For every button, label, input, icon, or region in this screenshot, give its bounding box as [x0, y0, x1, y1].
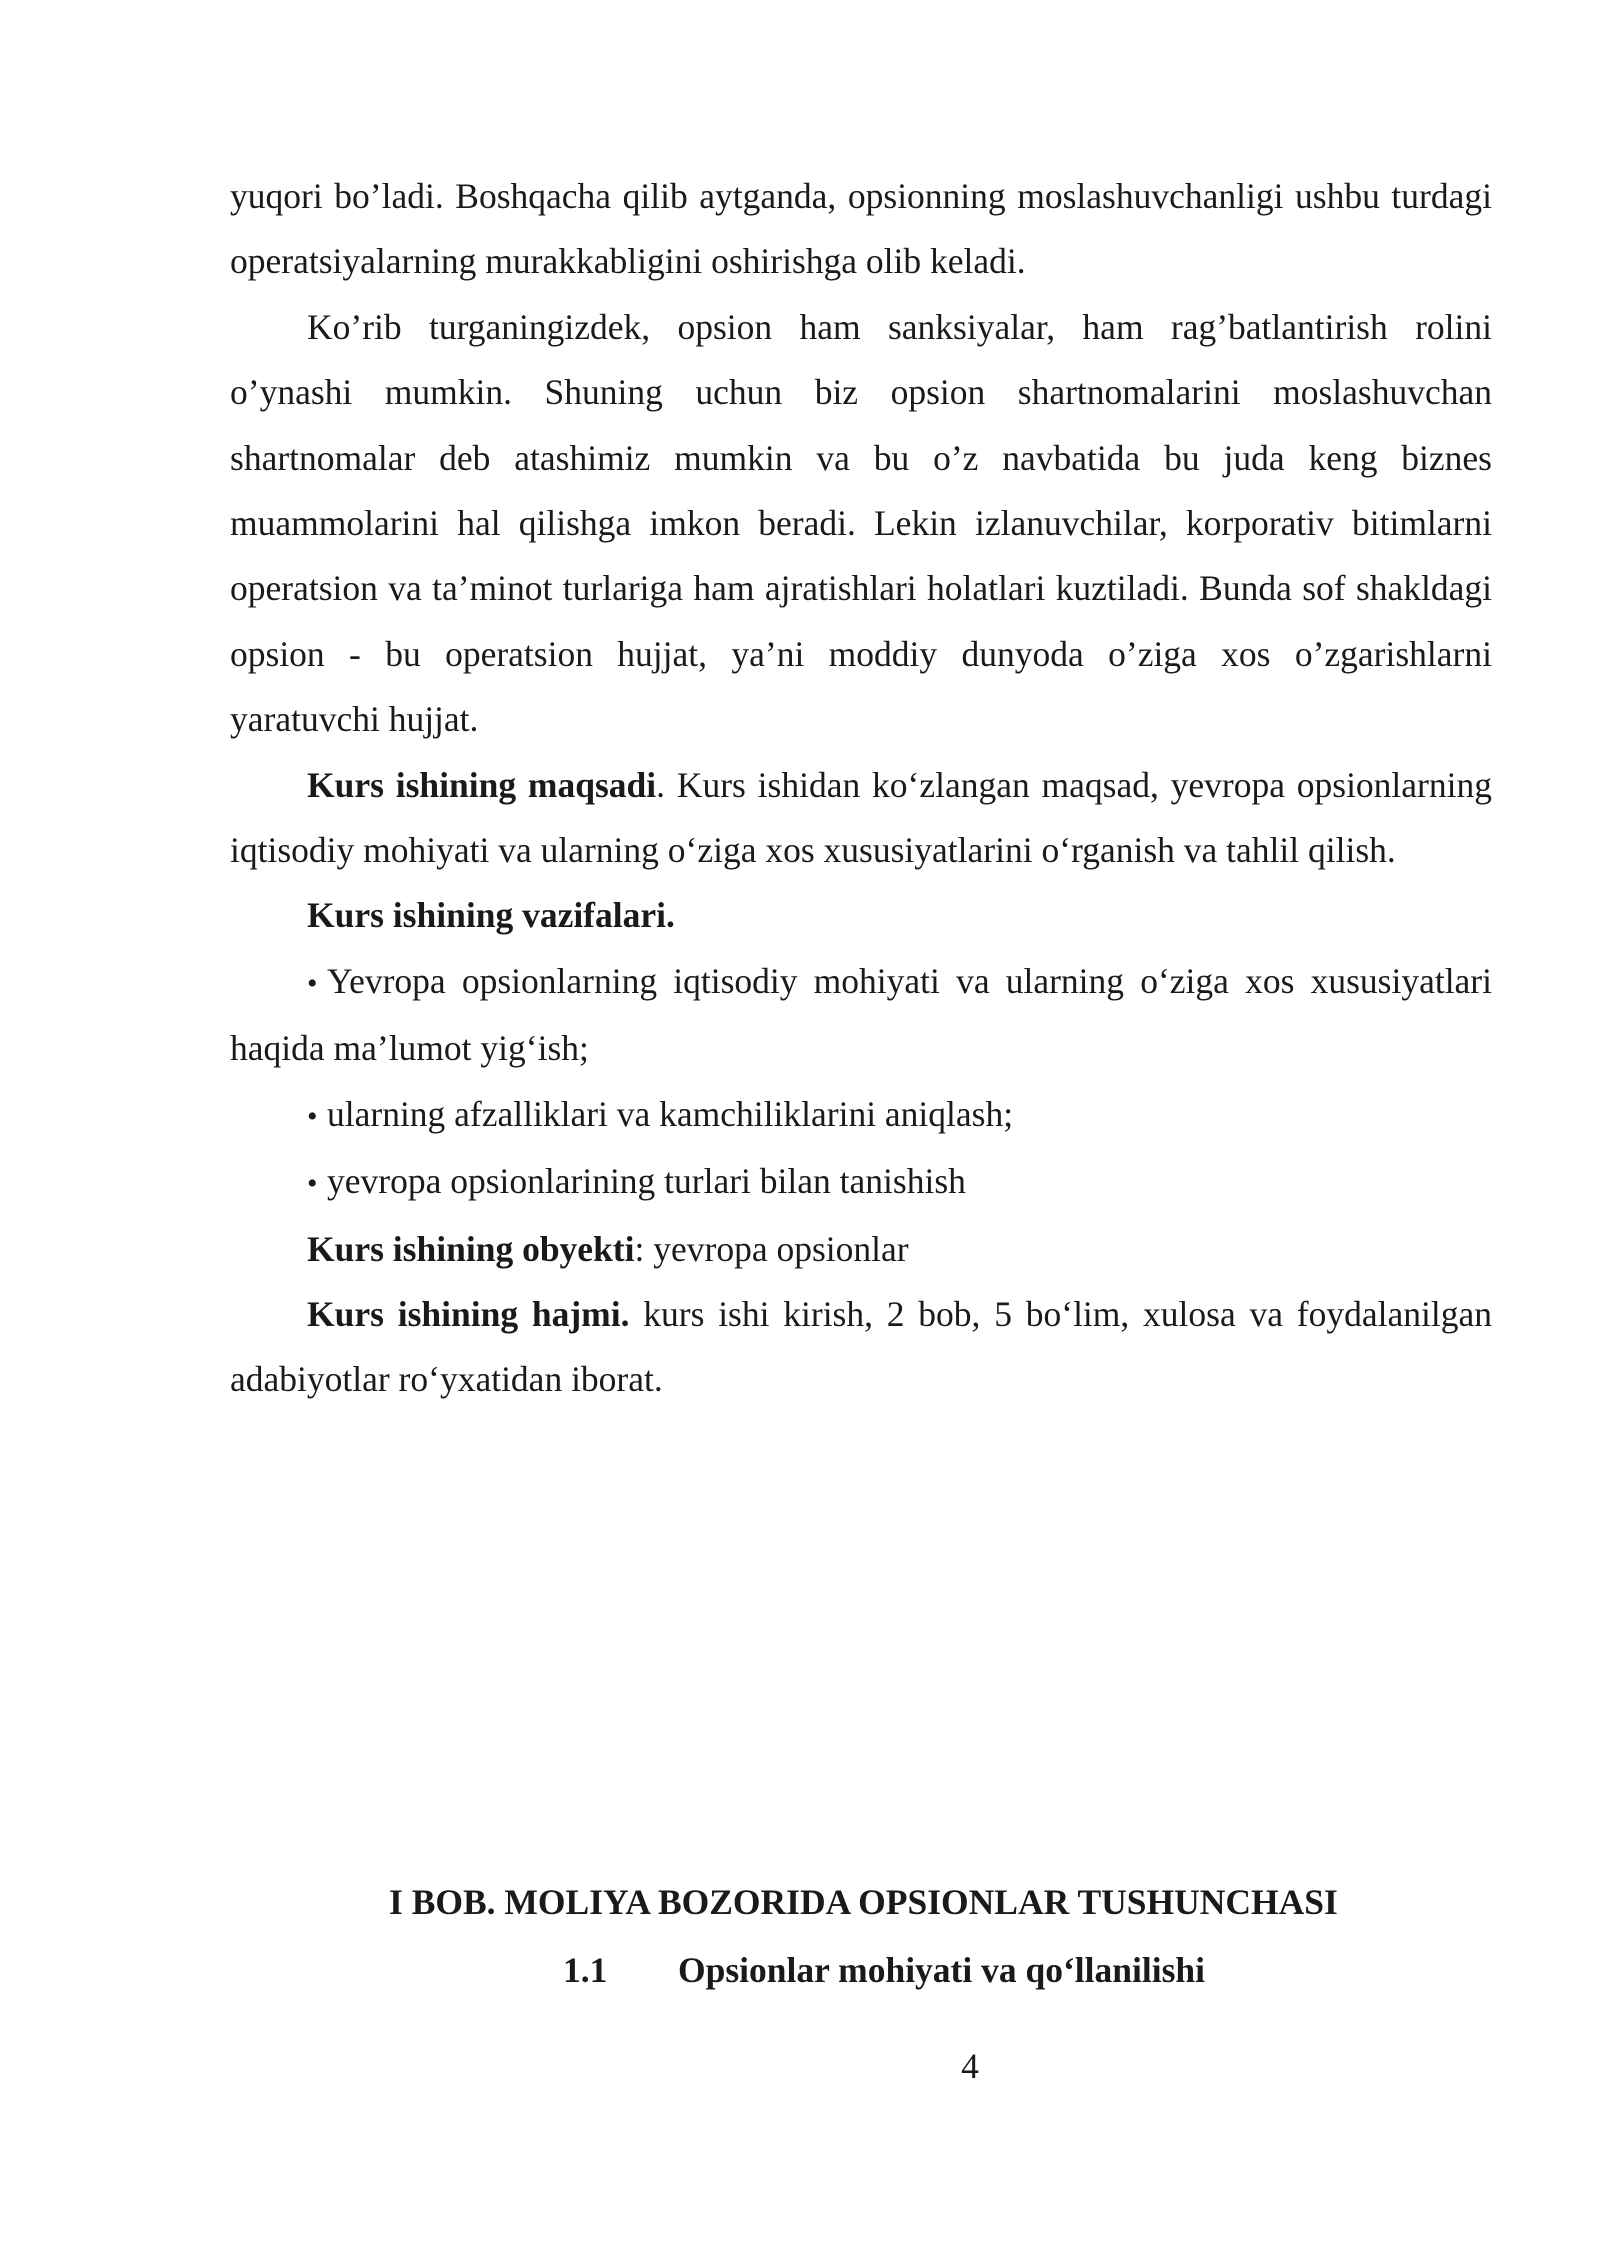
paragraph-course-tasks-heading	[230, 883, 1492, 948]
course-goal-text: . Kurs ishidan ko‘zlangan maqsad, yevropa opsionlarning iqtisodiy mohiyati va ularning o‘ziga xos xususiyatlarini o‘rganish va tahlil qilish.	[230, 764, 1492, 871]
body-text	[230, 164, 1492, 1413]
course-tasks-label: Kurs ishining vazifalari.	[307, 895, 675, 936]
list-item	[230, 1149, 1492, 1216]
list-item	[230, 949, 1492, 1082]
list-item	[230, 1082, 1492, 1149]
course-goal-label: Kurs ishining maqsadi	[307, 764, 657, 805]
bullet-icon: •	[307, 1167, 318, 1201]
paragraph-intro-continuation: yuqori bo’ladi. Boshqacha qilib aytganda, opsionning moslashuvchanligi ushbu turdagi operatsiyalarning murakkabligini oshirishga olib keladi.	[230, 176, 1492, 282]
list-item-text: yevropa opsionlarining turlari bilan tanishish	[327, 1161, 966, 1202]
list-item-text: Yevropa opsionlarning iqtisodiy mohiyati va ularning o‘ziga xos xususiyatlari haqida ma’lumot yig‘ish;	[230, 960, 1492, 1069]
course-object-text: : yevropa opsionlar	[634, 1228, 909, 1269]
page-number: 4	[961, 2046, 979, 2086]
list-item-text: ularning afzalliklari va kamchiliklarini aniqlash;	[327, 1093, 1014, 1134]
bullet-icon: •	[307, 1099, 318, 1133]
course-object-label: Kurs ishining obyekti	[307, 1228, 635, 1269]
section-number: 1.1	[563, 1950, 608, 1990]
course-volume-label: Kurs ishining hajmi.	[307, 1293, 630, 1334]
course-volume-text: kurs ishi kirish, 2 bob, 5 bo‘lim, xulosa va foydalanilgan adabiyotlar ro‘yxatidan iborat.	[230, 1293, 1492, 1400]
section-title: Opsionlar mohiyati va qo‘llanilishi	[678, 1950, 1206, 1990]
paragraph-course-goal	[230, 753, 1492, 884]
section-heading	[563, 1940, 1205, 2000]
chapter-heading: I BOB. MOLIYA BOZORIDA OPSIONLAR TUSHUNCHASI	[389, 1882, 1338, 1922]
bullet-icon: •	[307, 966, 318, 1000]
paragraph-course-object	[230, 1217, 1492, 1282]
paragraph-course-volume	[230, 1282, 1492, 1413]
paragraph-option-roles: Ko’rib turganingizdek, opsion ham sanksiyalar, ham rag’batlantirish rolini o’ynashi mumkin. Shuning uchun biz opsion shartnomalarini moslashuvchan shartnomalar deb atashimiz mumkin va bu o’z navbatida bu juda keng biznes muammolarini hal qilishga imkon beradi. Lekin izlanuvchilar, korporativ bitimlarni operatsion va ta’minot turlariga ham ajratishlari holatlari kuztiladi. Bunda sof shakldagi opsion - bu operatsion hujjat, ya’ni moddiy dunyoda o’ziga xos o’zgarishlarni yaratuvchi hujjat.	[230, 306, 1492, 740]
